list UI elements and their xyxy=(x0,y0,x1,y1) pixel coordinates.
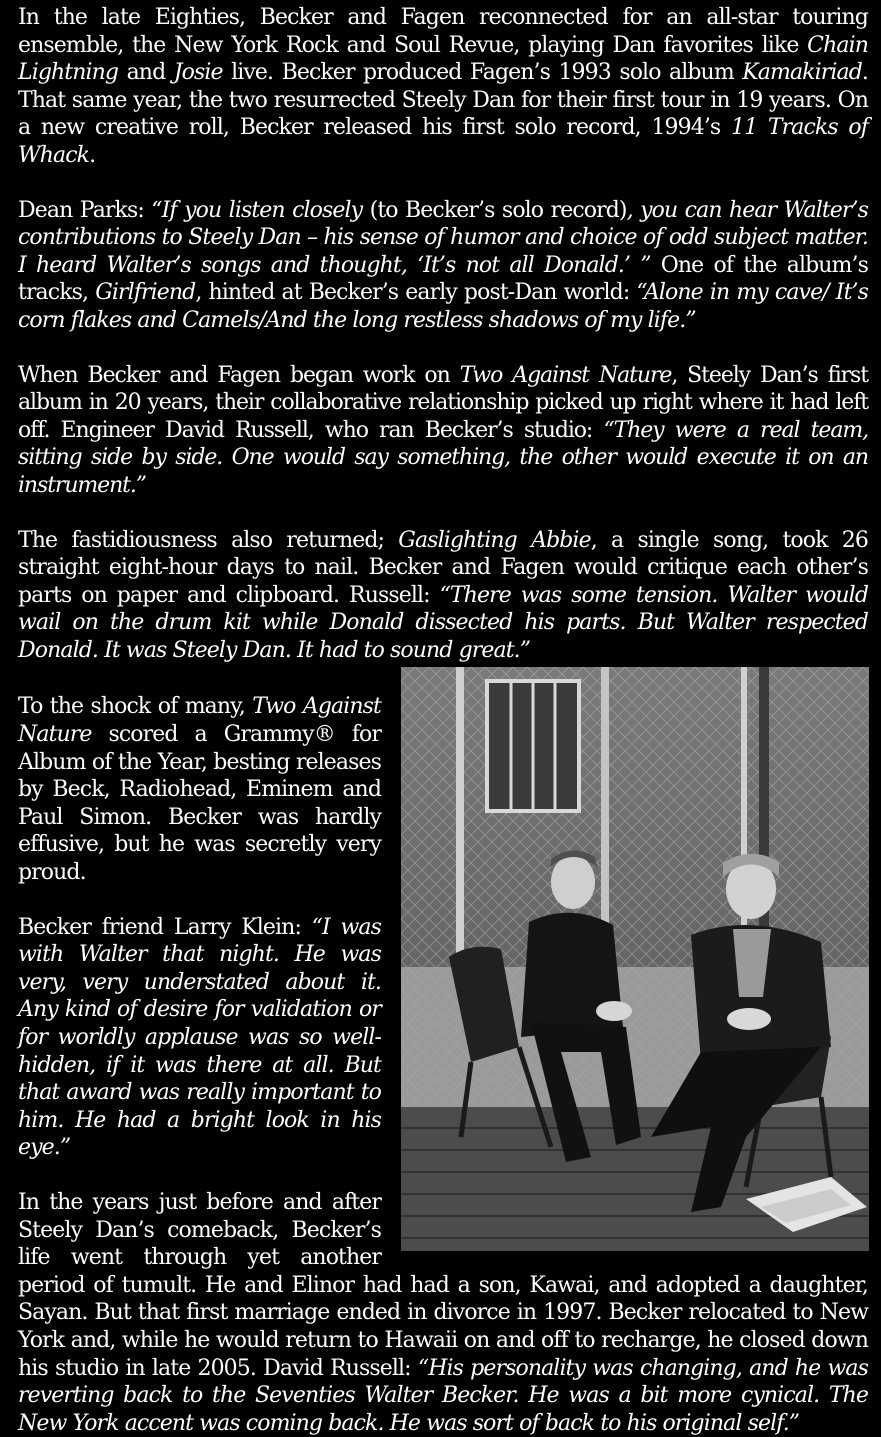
paragraph-1: In the late Eighties, Becker and Fagen reconnected for an all-star touring ensemble, the New York Rock and Soul Revue, playing Dan favorites like Chain Lightning and Josie live. Becker produced Fagen’s 1993 solo album Kamakiriad. That same year, the two resurrected Steely Dan for their first tour in 19 years. On a new creative roll, Becker released his first solo record, 1994’s 11 Tracks of Whack. xyxy=(18,5,869,168)
paragraph-3: When Becker and Fagen began work on Two Against Nature, Steely Dan’s first album in 20 years, their collaborative relationship picked up right where it had left off. Engineer David Russell, who ran Becker’s studio: “They were a real team, sitting side by side. One would say something, the other would execute it on an instrument.” xyxy=(18,362,869,498)
paragraph-5: To the shock of many, Two Against Nature scored a Grammy® for Album of the Year, besting releases by Beck, Radiohead, Eminem and Paul Simon. Becker was hardly effusive, but he was secretly very proud. xyxy=(18,694,382,886)
article-body xyxy=(18,4,868,1437)
paragraph-6: Becker friend Larry Klein: “I was with Walter that night. He was very, very understated about it. Any kind of desire for validation or for worldly applause was so well-hidden, if it was there at all. But that award was really important to him. He had a bright look in his eye.” xyxy=(18,914,381,1161)
paragraph-2: Dean Parks: “If you listen closely (to Becker’s solo record), you can hear Walter’s contributions to Steely Dan – his sense of humor and choice of odd subject matter. I heard Walter’s songs and thought, ‘It’s not all Donald.’ ” One of the album’s tracks, Girlfriend, hinted at Becker’s early post-Dan world: “Alone in my cave/ It’s corn flakes and Camels/And the long restless shadows of my life.” xyxy=(18,197,868,333)
rooftop-photo-image xyxy=(401,667,869,1251)
photo-becker-fagen xyxy=(401,667,869,1251)
paragraph-7: In the years just before and after Steely Dan’s comeback, Becker’s life went through yet another period of tumult. He and Elinor had had a son, Kawai, and adopted a daughter, Sayan. But that first marriage ended in divorce in 1997. Becker relocated to New York and, while he would return to Hawaii on and off to recharge, he closed down his studio in late 2005. David Russell: “His personality was changing, and he was reverting back to the Seventies Walter Becker. He was a bit more cynical. The New York accent was coming back. He was sort of back to his original self.” xyxy=(18,1189,868,1436)
paragraph-4: The fastidiousness also returned; Gaslighting Abbie, a single song, took 26 straight eight-hour days to nail. Becker and Fagen would critique each other’s parts on paper and clipboard. Russell: “There was some tension. Walter would wail on the drum kit while Donald dissected his parts. But Walter respected Donald. It was Steely Dan. It had to sound great.” xyxy=(18,527,869,663)
